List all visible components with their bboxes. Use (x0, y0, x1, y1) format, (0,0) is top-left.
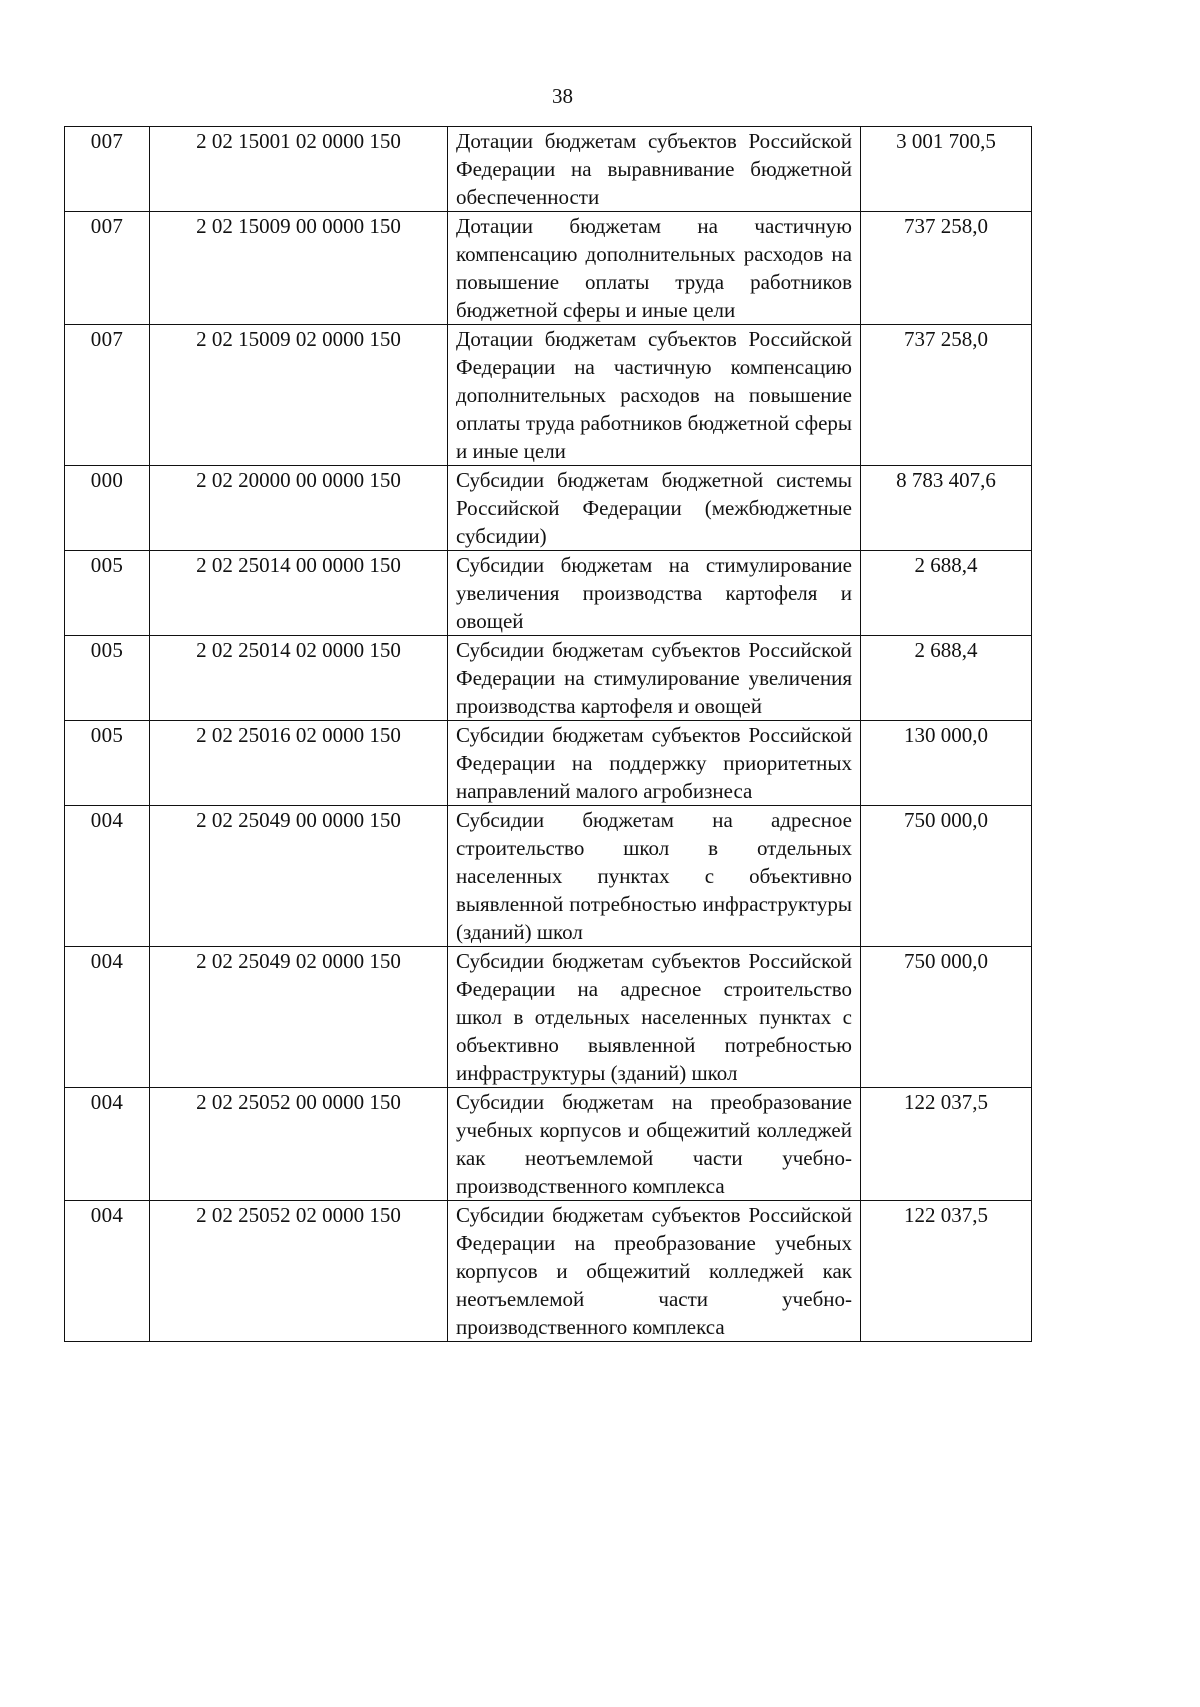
revenue-description-cell: Субсидии бюджетам субъектов Российской Федерации на адресное строительство школ в отдельных населенных пунктах с объективно выявленной потребностью инфраструктуры (зданий) школ (448, 947, 861, 1088)
amount-cell: 737 258,0 (861, 212, 1032, 325)
budget-classification-code-cell: 2 02 25049 00 0000 150 (150, 806, 448, 947)
budget-classification-code-cell: 2 02 25016 02 0000 150 (150, 721, 448, 806)
admin-code-cell: 007 (65, 127, 150, 212)
amount-cell: 122 037,5 (861, 1201, 1032, 1342)
table-row (65, 325, 1032, 466)
revenue-description-cell: Субсидии бюджетам на адресное строительство школ в отдельных населенных пунктах с объективно выявленной потребностью инфраструктуры (зданий) школ (448, 806, 861, 947)
budget-classification-code-cell: 2 02 20000 00 0000 150 (150, 466, 448, 551)
revenue-description-cell: Субсидии бюджетам бюджетной системы Российской Федерации (межбюджетные субсидии) (448, 466, 861, 551)
revenue-description-cell: Дотации бюджетам субъектов Российской Федерации на выравнивание бюджетной обеспеченности (448, 127, 861, 212)
budget-classification-code-cell: 2 02 25049 02 0000 150 (150, 947, 448, 1088)
table-row (65, 721, 1032, 806)
table-row (65, 1088, 1032, 1201)
admin-code-cell: 004 (65, 1201, 150, 1342)
budget-classification-code-cell: 2 02 25014 00 0000 150 (150, 551, 448, 636)
table-row (65, 212, 1032, 325)
admin-code-cell: 007 (65, 212, 150, 325)
table-row (65, 127, 1032, 212)
table-row (65, 1201, 1032, 1342)
revenue-description-cell: Субсидии бюджетам субъектов Российской Федерации на поддержку приоритетных направлений малого агробизнеса (448, 721, 861, 806)
budget-classification-code-cell: 2 02 15001 02 0000 150 (150, 127, 448, 212)
budget-classification-code-cell: 2 02 25052 00 0000 150 (150, 1088, 448, 1201)
revenue-description-cell: Субсидии бюджетам на стимулирование увеличения производства картофеля и овощей (448, 551, 861, 636)
revenue-description-cell: Дотации бюджетам на частичную компенсацию дополнительных расходов на повышение оплаты труда работников бюджетной сферы и иные цели (448, 212, 861, 325)
admin-code-cell: 004 (65, 806, 150, 947)
amount-cell: 750 000,0 (861, 947, 1032, 1088)
admin-code-cell: 004 (65, 947, 150, 1088)
amount-cell: 8 783 407,6 (861, 466, 1032, 551)
admin-code-cell: 005 (65, 636, 150, 721)
amount-cell: 130 000,0 (861, 721, 1032, 806)
admin-code-cell: 005 (65, 721, 150, 806)
budget-classification-code-cell: 2 02 15009 02 0000 150 (150, 325, 448, 466)
table-row (65, 947, 1032, 1088)
budget-classification-code-cell: 2 02 25052 02 0000 150 (150, 1201, 448, 1342)
admin-code-cell: 004 (65, 1088, 150, 1201)
amount-cell: 122 037,5 (861, 1088, 1032, 1201)
table-row (65, 466, 1032, 551)
budget-classification-code-cell: 2 02 15009 00 0000 150 (150, 212, 448, 325)
amount-cell: 737 258,0 (861, 325, 1032, 466)
revenue-description-cell: Субсидии бюджетам субъектов Российской Федерации на стимулирование увеличения производства картофеля и овощей (448, 636, 861, 721)
admin-code-cell: 005 (65, 551, 150, 636)
amount-cell: 750 000,0 (861, 806, 1032, 947)
budget-revenue-table (64, 126, 1032, 1342)
table-row (65, 636, 1032, 721)
amount-cell: 3 001 700,5 (861, 127, 1032, 212)
table-row (65, 806, 1032, 947)
revenue-description-cell: Субсидии бюджетам на преобразование учебных корпусов и общежитий колледжей как неотъемлемой части учебно-производственного комплекса (448, 1088, 861, 1201)
amount-cell: 2 688,4 (861, 636, 1032, 721)
table-body (65, 127, 1032, 1342)
admin-code-cell: 000 (65, 466, 150, 551)
revenue-description-cell: Субсидии бюджетам субъектов Российской Федерации на преобразование учебных корпусов и общежитий колледжей как неотъемлемой части учебно-производственного комплекса (448, 1201, 861, 1342)
budget-classification-code-cell: 2 02 25014 02 0000 150 (150, 636, 448, 721)
amount-cell: 2 688,4 (861, 551, 1032, 636)
page-number: 38 (552, 84, 573, 108)
revenue-description-cell: Дотации бюджетам субъектов Российской Федерации на частичную компенсацию дополнительных расходов на повышение оплаты труда работников бюджетной сферы и иные цели (448, 325, 861, 466)
admin-code-cell: 007 (65, 325, 150, 466)
table-row (65, 551, 1032, 636)
